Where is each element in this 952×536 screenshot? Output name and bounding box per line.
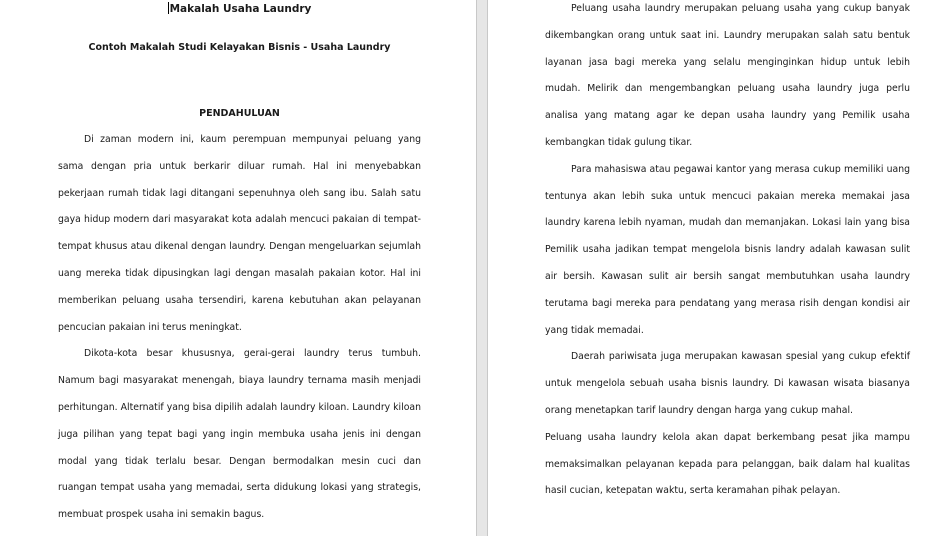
paragraph[interactable]: Di zaman modern ini, kaum perempuan mempunyai peluang yang sama dengan pria untuk berkarir diluar rumah. Hal ini menyebabkan pekerjaan rumah tidak lagi ditangani sepenuhnya oleh sang ibu. Salah satu gaya hidup modern dari masyarakat kota adalah mencuci pakaian di tempat-tempat khusus atau dikenal dengan laundry. Dengan mengeluarkan sejumlah uang mereka tidak dipusingkan lagi dengan masalah pakaian kotor. Hal ini memberikan peluang usaha tersendiri, karena kebutuhan akan pelayanan pencucian pakaian ini terus meningkat. — [58, 134, 421, 333]
page-gap — [476, 0, 488, 536]
document-subtitle[interactable]: Contoh Makalah Studi Kelayakan Bisnis - Usaha Laundry — [88, 42, 391, 53]
paragraph[interactable]: Dikota-kota besar khususnya, gerai-gerai laundry terus tumbuh. Namum bagi masyarakat menengah, biaya laundry ternama masih menjadi perhitungan. Alternatif yang bisa dipilih adalah laundry kiloan. Laundry kiloan juga pilihan yang tepat bagi yang ingin membuka usaha jenis ini dengan modal yang tidak terlalu besar. Dengan bermodalkan mesin cuci dan ruangan tempat usaha yang memadai, serta didukung lokasi yang strategis, membuat prospek usaha ini semakin bagus. — [58, 348, 421, 521]
paragraph[interactable]: Peluang usaha laundry kelola akan dapat berkembang pesat jika mampu memaksimalkan pelayanan kepada para pelanggan, baik dalam hal kualitas hasil cucian, ketepatan waktu, serta keramahan pihak pelayan. — [545, 431, 910, 497]
text-cursor — [168, 2, 169, 14]
left-body-text[interactable] — [58, 127, 421, 529]
section-heading[interactable]: PENDAHULUAN — [199, 108, 280, 119]
paragraph[interactable]: Peluang usaha laundry merupakan peluang usaha yang cukup banyak dikembangkan orang untuk saat ini. Laundry merupakan salah satu bentuk layanan jasa bagi mereka yang selalu menginginkan hidup untuk lebih mudah. Melirik dan mengembangkan peluang usaha laundry juga perlu analisa yang matang agar ke depan usaha laundry yang Pemilik usaha kembangkan tidak gulung tikar. — [545, 3, 910, 148]
paragraph[interactable]: Daerah pariwisata juga merupakan kawasan spesial yang cukup efektif untuk mengelola sebuah usaha bisnis laundry. Di kawasan wisata biasanya orang menetapkan tarif laundry dengan harga yang cukup mahal. — [545, 351, 910, 416]
document-page-right[interactable] — [488, 0, 952, 536]
right-body-text[interactable] — [545, 0, 910, 505]
document-title[interactable]: Makalah Usaha Laundry — [169, 3, 312, 15]
paragraph[interactable]: Para mahasiswa atau pegawai kantor yang merasa cukup memiliki uang tentunya akan lebih suka untuk mencuci pakaian mereka memakai jasa laundry karena lebih nyaman, mudah dan memanjakan. Lokasi lain yang bisa Pemilik usaha jadikan tempat mengelola bisnis landry adalah kawasan sulit air bersih. Kawasan sulit air bersih sangat membutuhkan usaha laundry terutama bagi mereka para pendatang yang merasa risih dengan kondisi air yang tidak memadai. — [545, 163, 910, 336]
document-title-line[interactable] — [58, 2, 421, 16]
